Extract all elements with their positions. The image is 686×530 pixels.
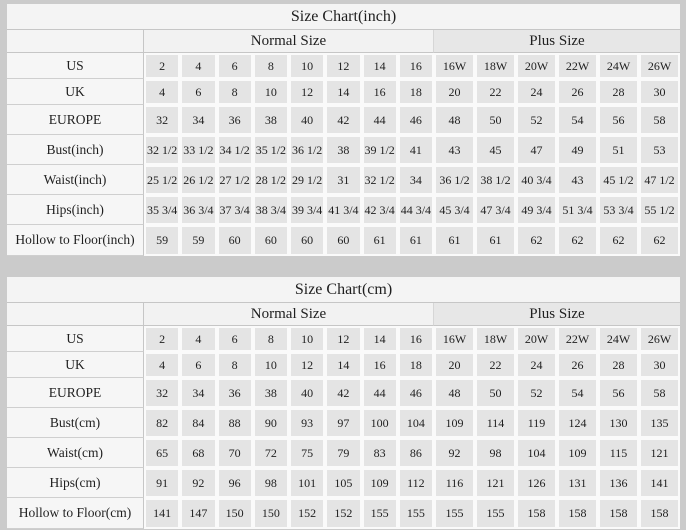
size-value-cell: 25 1/2 xyxy=(144,165,180,195)
size-value-cell: 16W xyxy=(434,53,475,79)
size-value-cell: 62 xyxy=(639,225,680,256)
size-value-cell: 109 xyxy=(362,468,398,498)
size-value-cell: 4 xyxy=(180,53,216,79)
size-value-cell: 35 1/2 xyxy=(253,135,289,165)
size-value-cell: 44 xyxy=(362,105,398,135)
row-label: EUROPE xyxy=(7,105,144,135)
size-value-cell: 16 xyxy=(362,79,398,105)
size-value-cell: 29 1/2 xyxy=(289,165,325,195)
size-value-cell: 4 xyxy=(180,326,216,352)
size-value-cell: 18 xyxy=(398,352,434,378)
size-value-cell: 83 xyxy=(362,438,398,468)
size-value-cell: 48 xyxy=(434,378,475,408)
size-value-cell: 59 xyxy=(144,225,180,256)
size-value-cell: 155 xyxy=(434,498,475,529)
size-value-cell: 147 xyxy=(180,498,216,529)
size-value-cell: 84 xyxy=(180,408,216,438)
size-value-cell: 36 xyxy=(217,105,253,135)
size-value-cell: 45 1/2 xyxy=(598,165,639,195)
size-value-cell: 49 3/4 xyxy=(516,195,557,225)
size-value-cell: 61 xyxy=(362,225,398,256)
size-value-cell: 50 xyxy=(475,105,516,135)
size-value-cell: 10 xyxy=(253,352,289,378)
row-label: Bust(inch) xyxy=(7,135,144,165)
size-value-cell: 105 xyxy=(325,468,361,498)
size-value-cell: 53 3/4 xyxy=(598,195,639,225)
size-value-cell: 32 1/2 xyxy=(362,165,398,195)
size-value-cell: 22W xyxy=(557,326,598,352)
size-value-cell: 38 xyxy=(325,135,361,165)
size-value-cell: 28 xyxy=(598,79,639,105)
size-value-cell: 36 1/2 xyxy=(434,165,475,195)
size-value-cell: 45 3/4 xyxy=(434,195,475,225)
size-value-cell: 97 xyxy=(325,408,361,438)
column-group-normal-size: Normal Size xyxy=(144,30,434,53)
size-value-cell: 6 xyxy=(217,53,253,79)
size-value-cell: 4 xyxy=(144,352,180,378)
size-value-cell: 6 xyxy=(180,79,216,105)
size-value-cell: 14 xyxy=(362,326,398,352)
size-value-cell: 34 1/2 xyxy=(217,135,253,165)
corner-cell xyxy=(7,30,144,53)
size-value-cell: 121 xyxy=(639,438,680,468)
size-value-cell: 92 xyxy=(434,438,475,468)
row-label: Bust(cm) xyxy=(7,408,144,438)
size-value-cell: 27 1/2 xyxy=(217,165,253,195)
row-label: UK xyxy=(7,352,144,378)
size-value-cell: 45 xyxy=(475,135,516,165)
size-value-cell: 24W xyxy=(598,326,639,352)
size-value-cell: 93 xyxy=(289,408,325,438)
size-value-cell: 10 xyxy=(253,79,289,105)
row-label: Hollow to Floor(inch) xyxy=(7,225,144,256)
size-value-cell: 24 xyxy=(516,352,557,378)
size-value-cell: 155 xyxy=(475,498,516,529)
size-value-cell: 51 xyxy=(598,135,639,165)
row-label: US xyxy=(7,53,144,79)
size-value-cell: 68 xyxy=(180,438,216,468)
size-value-cell: 28 xyxy=(598,352,639,378)
size-value-cell: 41 xyxy=(398,135,434,165)
size-value-cell: 158 xyxy=(598,498,639,529)
size-value-cell: 22 xyxy=(475,79,516,105)
size-value-cell: 28 1/2 xyxy=(253,165,289,195)
size-value-cell: 53 xyxy=(639,135,680,165)
size-chart-inch-table xyxy=(7,4,680,256)
size-value-cell: 14 xyxy=(325,352,361,378)
size-value-cell: 10 xyxy=(289,326,325,352)
size-value-cell: 6 xyxy=(217,326,253,352)
size-value-cell: 126 xyxy=(516,468,557,498)
column-group-plus-size: Plus Size xyxy=(434,303,680,326)
size-value-cell: 35 3/4 xyxy=(144,195,180,225)
size-value-cell: 32 xyxy=(144,105,180,135)
size-value-cell: 32 1/2 xyxy=(144,135,180,165)
size-value-cell: 2 xyxy=(144,326,180,352)
size-value-cell: 38 3/4 xyxy=(253,195,289,225)
size-value-cell: 8 xyxy=(217,352,253,378)
size-value-cell: 32 xyxy=(144,378,180,408)
size-value-cell: 158 xyxy=(557,498,598,529)
size-value-cell: 152 xyxy=(289,498,325,529)
size-value-cell: 88 xyxy=(217,408,253,438)
size-value-cell: 79 xyxy=(325,438,361,468)
size-value-cell: 82 xyxy=(144,408,180,438)
size-value-cell: 33 1/2 xyxy=(180,135,216,165)
size-value-cell: 42 xyxy=(325,105,361,135)
size-value-cell: 49 xyxy=(557,135,598,165)
size-value-cell: 136 xyxy=(598,468,639,498)
size-value-cell: 56 xyxy=(598,378,639,408)
size-value-cell: 47 3/4 xyxy=(475,195,516,225)
size-value-cell: 34 xyxy=(180,378,216,408)
size-value-cell: 158 xyxy=(516,498,557,529)
size-value-cell: 70 xyxy=(217,438,253,468)
size-value-cell: 109 xyxy=(434,408,475,438)
size-value-cell: 10 xyxy=(289,53,325,79)
size-value-cell: 37 3/4 xyxy=(217,195,253,225)
size-chart-cm-grid xyxy=(7,277,680,529)
size-value-cell: 8 xyxy=(217,79,253,105)
size-value-cell: 47 1/2 xyxy=(639,165,680,195)
size-value-cell: 52 xyxy=(516,105,557,135)
size-value-cell: 18W xyxy=(475,326,516,352)
size-value-cell: 96 xyxy=(217,468,253,498)
row-label: EUROPE xyxy=(7,378,144,408)
size-value-cell: 44 xyxy=(362,378,398,408)
size-value-cell: 52 xyxy=(516,378,557,408)
size-value-cell: 141 xyxy=(639,468,680,498)
size-value-cell: 60 xyxy=(289,225,325,256)
size-value-cell: 62 xyxy=(598,225,639,256)
size-value-cell: 101 xyxy=(289,468,325,498)
size-value-cell: 16 xyxy=(362,352,398,378)
size-value-cell: 115 xyxy=(598,438,639,468)
row-label: Waist(cm) xyxy=(7,438,144,468)
size-value-cell: 30 xyxy=(639,79,680,105)
size-value-cell: 92 xyxy=(180,468,216,498)
size-value-cell: 38 xyxy=(253,378,289,408)
size-value-cell: 58 xyxy=(639,378,680,408)
size-value-cell: 46 xyxy=(398,105,434,135)
size-value-cell: 42 3/4 xyxy=(362,195,398,225)
size-value-cell: 61 xyxy=(434,225,475,256)
size-value-cell: 59 xyxy=(180,225,216,256)
size-value-cell: 91 xyxy=(144,468,180,498)
size-value-cell: 62 xyxy=(516,225,557,256)
size-value-cell: 121 xyxy=(475,468,516,498)
size-value-cell: 6 xyxy=(180,352,216,378)
size-chart-inch-grid xyxy=(7,4,680,256)
size-value-cell: 90 xyxy=(253,408,289,438)
size-value-cell: 54 xyxy=(557,105,598,135)
row-label: Hips(cm) xyxy=(7,468,144,498)
size-value-cell: 40 xyxy=(289,105,325,135)
size-value-cell: 42 xyxy=(325,378,361,408)
size-chart-cm-table xyxy=(7,277,680,529)
size-value-cell: 20W xyxy=(516,53,557,79)
size-value-cell: 8 xyxy=(253,53,289,79)
size-value-cell: 46 xyxy=(398,378,434,408)
size-value-cell: 22W xyxy=(557,53,598,79)
size-value-cell: 24W xyxy=(598,53,639,79)
size-value-cell: 12 xyxy=(289,79,325,105)
table-title: Size Chart(inch) xyxy=(7,4,680,30)
size-value-cell: 16 xyxy=(398,326,434,352)
size-value-cell: 20 xyxy=(434,79,475,105)
size-value-cell: 18W xyxy=(475,53,516,79)
row-label: US xyxy=(7,326,144,352)
size-value-cell: 38 1/2 xyxy=(475,165,516,195)
size-value-cell: 98 xyxy=(475,438,516,468)
size-value-cell: 60 xyxy=(325,225,361,256)
size-value-cell: 152 xyxy=(325,498,361,529)
size-value-cell: 155 xyxy=(362,498,398,529)
size-value-cell: 98 xyxy=(253,468,289,498)
size-value-cell: 158 xyxy=(639,498,680,529)
size-value-cell: 114 xyxy=(475,408,516,438)
column-group-plus-size: Plus Size xyxy=(434,30,680,53)
size-value-cell: 14 xyxy=(362,53,398,79)
size-value-cell: 26W xyxy=(639,53,680,79)
size-value-cell: 60 xyxy=(253,225,289,256)
size-value-cell: 119 xyxy=(516,408,557,438)
size-value-cell: 104 xyxy=(398,408,434,438)
size-value-cell: 12 xyxy=(325,53,361,79)
size-value-cell: 86 xyxy=(398,438,434,468)
size-value-cell: 39 1/2 xyxy=(362,135,398,165)
size-value-cell: 54 xyxy=(557,378,598,408)
size-value-cell: 104 xyxy=(516,438,557,468)
size-value-cell: 65 xyxy=(144,438,180,468)
size-value-cell: 34 xyxy=(398,165,434,195)
size-value-cell: 4 xyxy=(144,79,180,105)
size-value-cell: 43 xyxy=(434,135,475,165)
size-value-cell: 131 xyxy=(557,468,598,498)
size-value-cell: 18 xyxy=(398,79,434,105)
size-value-cell: 150 xyxy=(217,498,253,529)
size-value-cell: 55 1/2 xyxy=(639,195,680,225)
size-value-cell: 2 xyxy=(144,53,180,79)
size-value-cell: 36 xyxy=(217,378,253,408)
size-value-cell: 38 xyxy=(253,105,289,135)
size-value-cell: 141 xyxy=(144,498,180,529)
size-value-cell: 39 3/4 xyxy=(289,195,325,225)
size-value-cell: 30 xyxy=(639,352,680,378)
size-value-cell: 22 xyxy=(475,352,516,378)
corner-cell xyxy=(7,303,144,326)
size-value-cell: 124 xyxy=(557,408,598,438)
size-value-cell: 116 xyxy=(434,468,475,498)
size-value-cell: 14 xyxy=(325,79,361,105)
row-label: Hollow to Floor(cm) xyxy=(7,498,144,529)
size-value-cell: 47 xyxy=(516,135,557,165)
size-value-cell: 40 3/4 xyxy=(516,165,557,195)
size-value-cell: 26 xyxy=(557,352,598,378)
row-label: UK xyxy=(7,79,144,105)
size-value-cell: 24 xyxy=(516,79,557,105)
size-value-cell: 8 xyxy=(253,326,289,352)
size-value-cell: 130 xyxy=(598,408,639,438)
size-value-cell: 58 xyxy=(639,105,680,135)
size-value-cell: 20W xyxy=(516,326,557,352)
row-label: Hips(inch) xyxy=(7,195,144,225)
row-label: Waist(inch) xyxy=(7,165,144,195)
size-value-cell: 40 xyxy=(289,378,325,408)
size-value-cell: 48 xyxy=(434,105,475,135)
size-value-cell: 12 xyxy=(289,352,325,378)
size-value-cell: 100 xyxy=(362,408,398,438)
size-value-cell: 26 1/2 xyxy=(180,165,216,195)
size-value-cell: 26W xyxy=(639,326,680,352)
size-value-cell: 16 xyxy=(398,53,434,79)
size-value-cell: 44 3/4 xyxy=(398,195,434,225)
size-value-cell: 43 xyxy=(557,165,598,195)
size-value-cell: 72 xyxy=(253,438,289,468)
size-value-cell: 56 xyxy=(598,105,639,135)
size-value-cell: 109 xyxy=(557,438,598,468)
size-value-cell: 112 xyxy=(398,468,434,498)
size-value-cell: 135 xyxy=(639,408,680,438)
size-value-cell: 26 xyxy=(557,79,598,105)
table-title: Size Chart(cm) xyxy=(7,277,680,303)
size-value-cell: 51 3/4 xyxy=(557,195,598,225)
size-value-cell: 41 3/4 xyxy=(325,195,361,225)
size-value-cell: 36 3/4 xyxy=(180,195,216,225)
size-value-cell: 61 xyxy=(398,225,434,256)
size-value-cell: 62 xyxy=(557,225,598,256)
size-value-cell: 16W xyxy=(434,326,475,352)
size-value-cell: 60 xyxy=(217,225,253,256)
size-value-cell: 31 xyxy=(325,165,361,195)
size-value-cell: 36 1/2 xyxy=(289,135,325,165)
size-value-cell: 12 xyxy=(325,326,361,352)
size-value-cell: 150 xyxy=(253,498,289,529)
size-value-cell: 34 xyxy=(180,105,216,135)
size-value-cell: 20 xyxy=(434,352,475,378)
size-value-cell: 61 xyxy=(475,225,516,256)
size-value-cell: 50 xyxy=(475,378,516,408)
size-value-cell: 75 xyxy=(289,438,325,468)
size-value-cell: 155 xyxy=(398,498,434,529)
column-group-normal-size: Normal Size xyxy=(144,303,434,326)
